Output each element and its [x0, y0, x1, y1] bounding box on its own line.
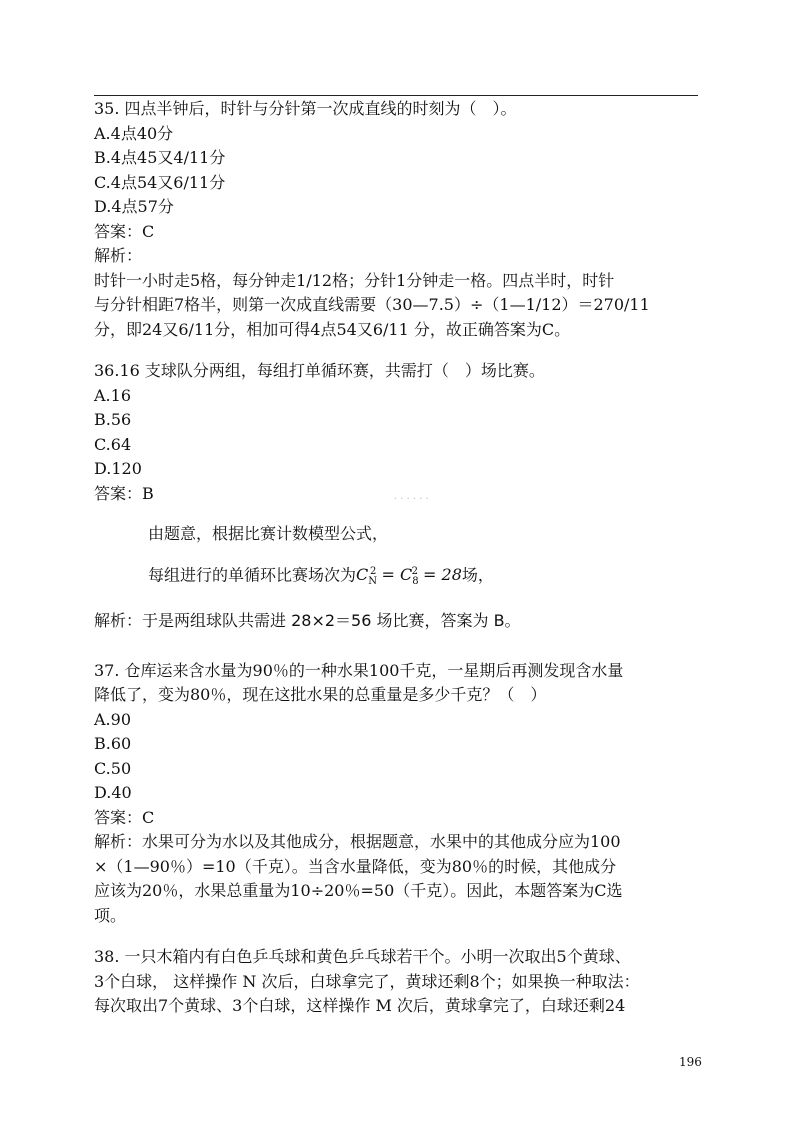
question-36-answer-text: 答案：B: [94, 483, 154, 503]
question-37-analysis-line: ×（1—90％）=10（千克）。当含水量降低，变为80％的时候，其他成分: [94, 856, 617, 876]
question-38-stem-line: 每次取出7个黄球、3个白球，这样操作 M 次后，黄球拿完了，白球还剩24: [94, 996, 626, 1016]
question-35-option-d: D.4点57分: [94, 197, 174, 216]
question-35-analysis-line: 时针一小时走5格，每分钟走1/12格；分针1分钟走一格。四点半时，时针: [94, 270, 615, 290]
question-35-analysis-label: 解析：: [94, 246, 143, 265]
question-37-analysis-line: 应该为20％，水果总重量为10÷20％=50（千克）。因此，本题答案为C选: [94, 881, 623, 901]
question-37-option-a: A.90: [94, 709, 131, 729]
question-38-stem-line: 3个白球， 这样操作 N 次后，白球拿完了，黄球还剩8个；如果换一种取法：: [94, 971, 640, 991]
page-number: 196: [679, 1055, 702, 1069]
question-36-option-d: D.120: [94, 459, 142, 478]
question-36-stem: 36.16 支球队分两组，每组打单循环赛，共需打（ ）场比赛。: [94, 361, 545, 380]
question-37-stem-line: 37. 仓库运来含水量为90％的一种水果100千克，一星期后再测发现含水量: [94, 660, 624, 680]
question-35-stem: 35. 四点半钟后，时针与分针第一次成直线的时刻为（ ）。: [94, 99, 517, 118]
scan-artifact-dots: . . . . . .: [393, 490, 429, 502]
question-37-stem-line: 降低了，变为80％，现在这批水果的总重量是多少千克？（ ）: [94, 685, 547, 705]
question-37-option-c: C.50: [94, 758, 132, 778]
question-35: [94, 97, 700, 342]
question-38: [94, 945, 700, 1019]
question-35-option-c: C.4点54又6/11分: [94, 172, 226, 192]
question-35-analysis-line: 与分针相距7格半，则第一次成直线需要（30—7.5）÷（1—1/12）＝270/11: [94, 295, 650, 314]
question-37-answer: 答案：C: [94, 807, 155, 827]
page-content: [94, 97, 700, 1019]
question-36: [94, 359, 700, 640]
question-37-option-b: B.60: [94, 734, 132, 754]
header-rule: [94, 95, 698, 96]
question-36-conclusion: 于是两组球队共需进 28×2＝56 场比赛，答案为 B。: [142, 610, 521, 630]
question-36-formula-line2-post: 场，: [461, 565, 494, 585]
combination-formula: $C_N^2 = C_8^2 = 28$: [356, 565, 462, 588]
question-36-option-c: C.64: [94, 434, 132, 454]
question-35-option-b: B.4点45又4/11分: [94, 148, 226, 167]
question-35-answer: 答案：C: [94, 221, 155, 241]
question-37: [94, 659, 700, 929]
question-36-option-a: A.16: [94, 385, 131, 405]
question-35-analysis-line: 分，即24又6/11分，相加可得4点54又6/11 分，故正确答案为C。: [94, 319, 571, 339]
question-37-analysis-line: 解析：水果可分为水以及其他成分，根据题意，水果中的其他成分应为100: [94, 832, 621, 852]
question-37-analysis-line: 项。: [94, 905, 127, 925]
question-36-formula-line1: 由题意，根据比赛计数模型公式，: [148, 524, 389, 543]
question-36-answer: [94, 482, 700, 510]
question-35-option-a: A.4点40分: [94, 123, 174, 143]
question-36-option-b: B.56: [94, 410, 132, 429]
question-36-formula-line3: [94, 602, 700, 640]
question-37-option-d: D.40: [94, 783, 132, 803]
question-36-analysis-label: 解析：: [94, 610, 143, 630]
question-36-formula-line2-pre: 每组进行的单循环比赛场次为: [148, 565, 357, 585]
question-36-formula-line2: [94, 553, 700, 602]
question-38-stem-line: 38. 一只木箱内有白色乒乓球和黄色乒乓球若干个。小明一次取出5个黄球、: [94, 947, 631, 967]
